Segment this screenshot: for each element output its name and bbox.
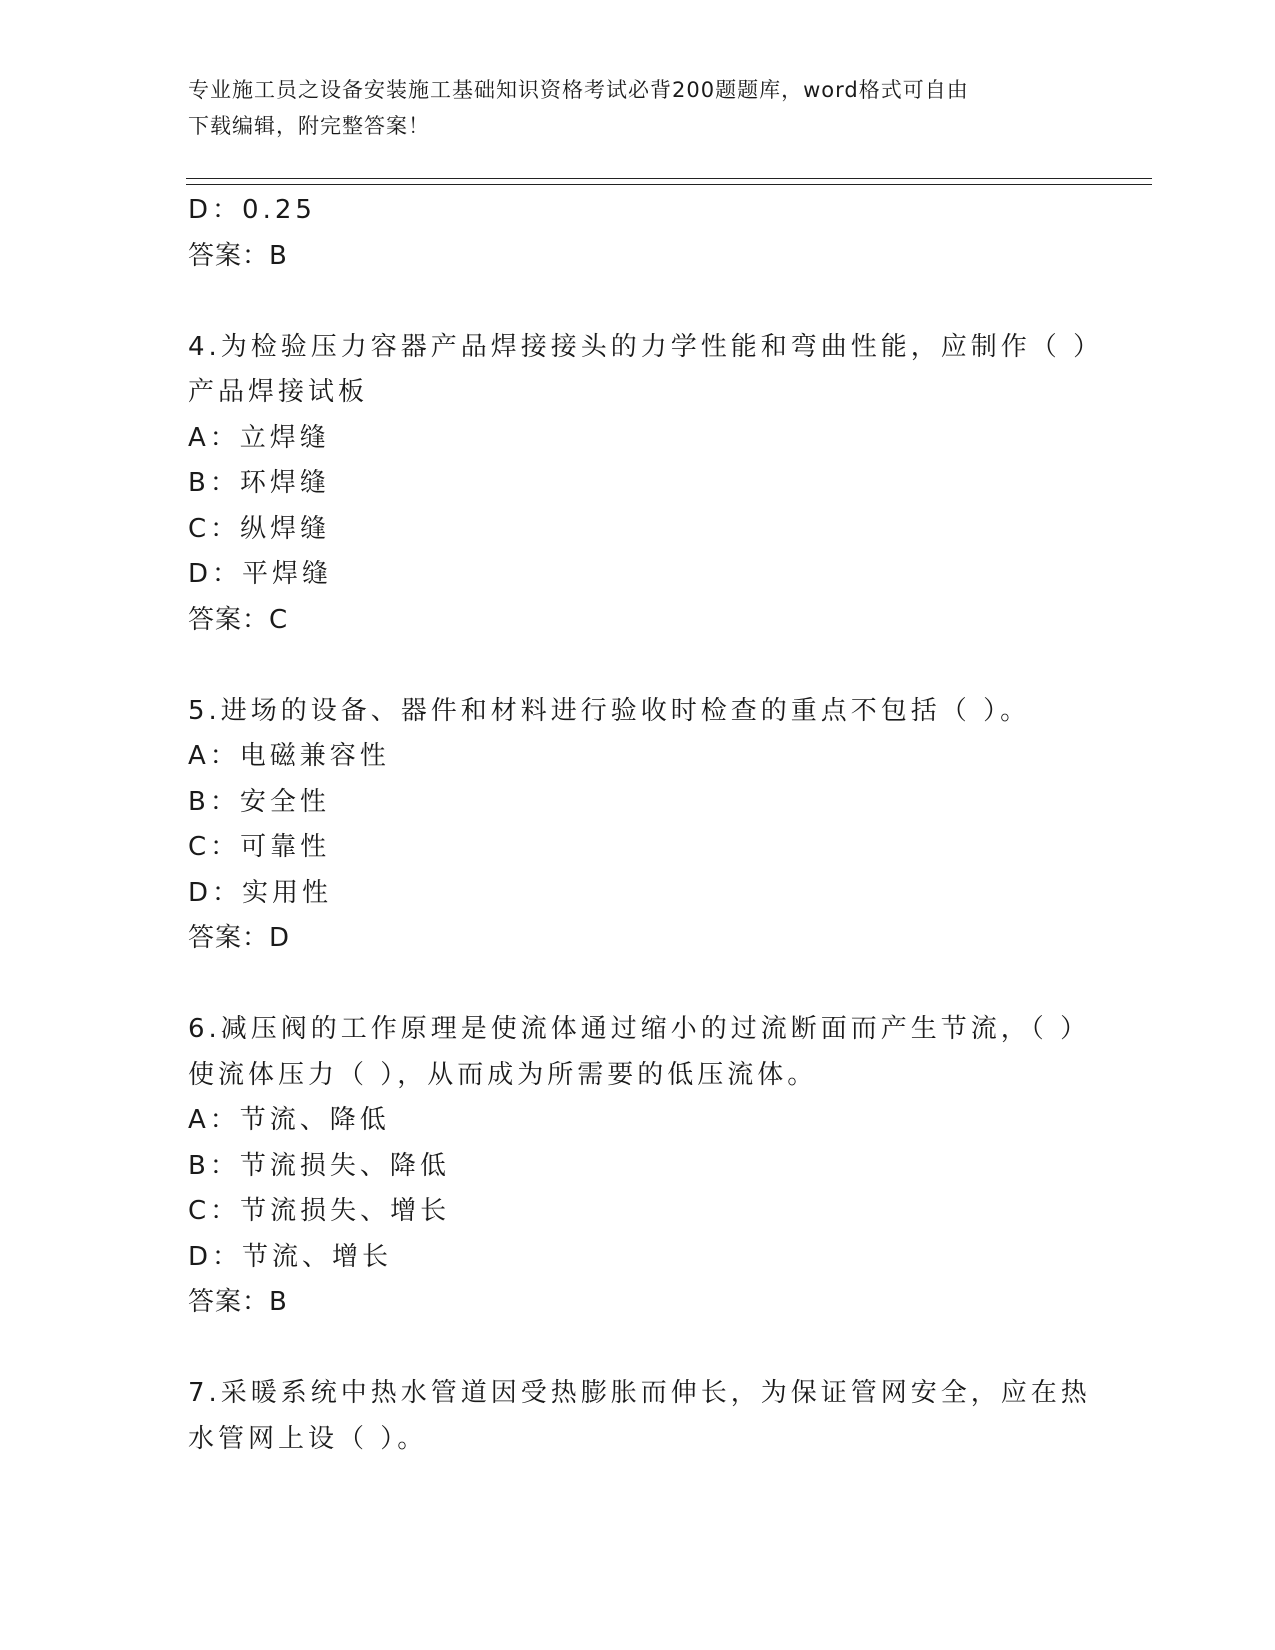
question-text-continued: 使流体压力（ ），从而成为所需要的低压流体。 — [188, 1059, 818, 1090]
header-line-2: 下载编辑，附完整答案！ — [188, 114, 430, 138]
spacer — [188, 643, 1088, 689]
option-d: D：实用性 — [188, 877, 333, 908]
question-4 — [188, 325, 1104, 644]
question-text: 5.进场的设备、器件和材料进行验收时检查的重点不包括（ ）。 — [188, 695, 1031, 726]
answer-line: 答案：B — [188, 240, 288, 271]
spacer — [188, 279, 1088, 325]
header-line-1: 专业施工员之设备安装施工基础知识资格考试必背200题题库，word格式可自由 — [188, 78, 969, 102]
header-divider-bottom — [186, 184, 1152, 185]
question-6 — [188, 1007, 1091, 1326]
question-text: 6.减压阀的工作原理是使流体通过缩小的过流断面而产生节流，（ ） — [188, 1014, 1091, 1044]
option-c: C：纵焊缝 — [188, 513, 331, 544]
option-b: B：环焊缝 — [188, 468, 330, 498]
option-b: B：安全性 — [188, 786, 330, 817]
header-divider-top — [186, 178, 1152, 179]
question-list — [188, 188, 1104, 1462]
question-5 — [188, 689, 1088, 962]
question-text: 7.采暖系统中热水管道因受热膨胀而伸长，为保证管网安全，应在热 — [188, 1378, 1091, 1408]
answer-line: 答案：B — [188, 1287, 288, 1317]
option-c: C：可靠性 — [188, 832, 331, 862]
answer-line: 答案：C — [188, 604, 289, 635]
question-text: 4.为检验压力容器产品焊接接头的力学性能和弯曲性能，应制作（ ） — [188, 331, 1104, 362]
previous-question-tail — [188, 188, 1088, 279]
question-text-continued: 产品焊接试板 — [188, 377, 369, 407]
option-b: B：节流损失、降低 — [188, 1150, 450, 1181]
spacer — [188, 962, 1088, 1008]
option-d: D：平焊缝 — [188, 559, 333, 589]
question-7 — [188, 1371, 1091, 1462]
option-d: D：节流、增长 — [188, 1241, 393, 1272]
page-header — [188, 72, 1068, 144]
option-a: A：立焊缝 — [188, 422, 330, 453]
option-a: A：节流、降低 — [188, 1105, 390, 1135]
option-d: D：0.25 — [188, 195, 316, 225]
option-c: C：节流损失、增长 — [188, 1196, 451, 1226]
question-text-continued: 水管网上设（ ）。 — [188, 1423, 428, 1454]
spacer — [188, 1326, 1088, 1372]
option-a: A：电磁兼容性 — [188, 741, 390, 771]
answer-line: 答案：D — [188, 923, 291, 953]
